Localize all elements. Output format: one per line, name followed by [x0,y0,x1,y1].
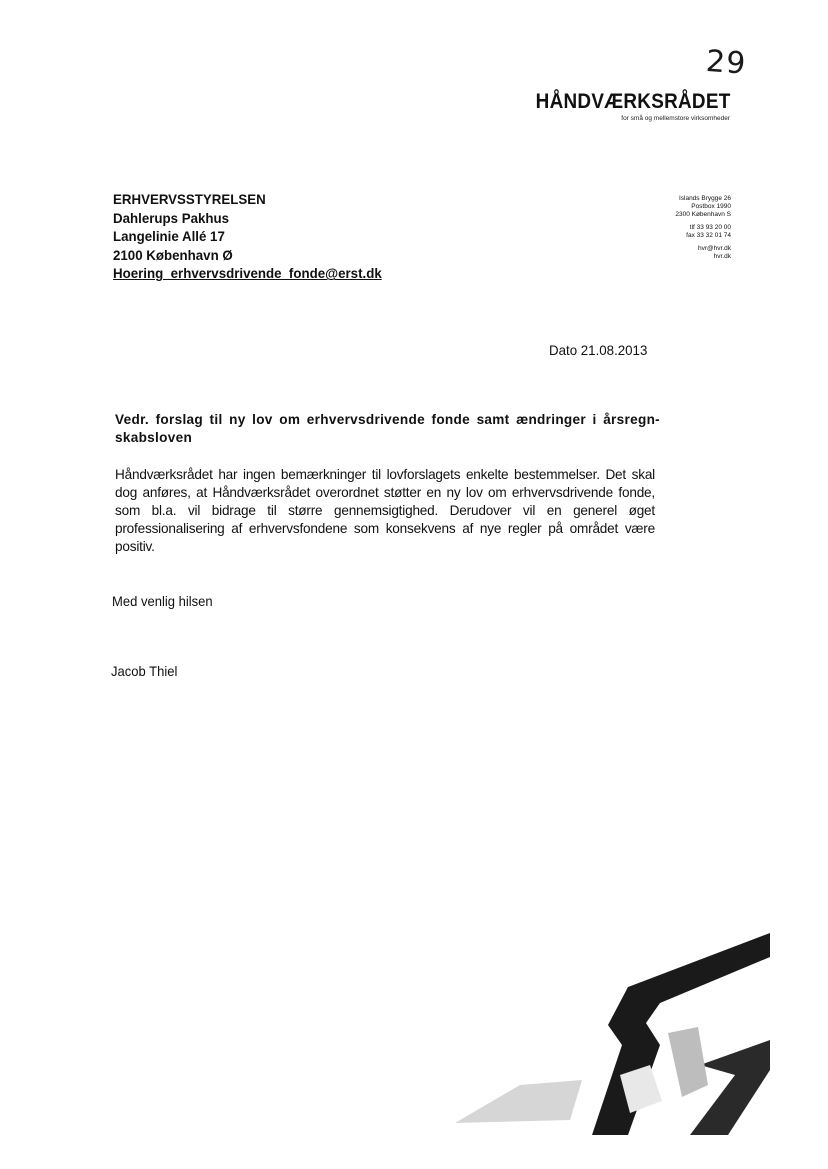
date-line: Dato 21.08.2013 [549,342,648,358]
body-paragraph: Håndværksrådet har ingen bemærkninger til lovforslagets enkelte bestemmelser. Det skal dog anføres, at Håndværksrådet overordnet støtter en ny lov om erhvervsdrivende fonde, som bl.a. vil bidrage til større gennemsigtighed. Derudover vil en generel øget professionalisering af erhvervsfondene som konsekvens af nye regler på området være positiv. [115,467,655,554]
sender-postbox: Postbox 1990 [691,203,731,210]
handwritten-page-number: 29 [704,43,748,82]
sender-city: 2300 København S [675,211,731,218]
logo-tagline: for små og mellemstore virksomheder [621,115,730,122]
recipient-line: ERHVERVSSTYRELSEN [113,191,266,207]
sender-fax: fax 33 32 01 74 [686,232,731,239]
recipient-line: Langelinie Allé 17 [113,228,225,245]
logo-name: HÅNDVÆRKSRÅDET [536,90,731,113]
recipient-address [113,190,396,283]
decorative-logo-graphic [450,925,780,1135]
sender-street: Islands Brygge 26 [678,195,731,202]
recipient-email-link[interactable]: Hoering_erhvervsdrivende_fonde@erst.dk [113,265,382,282]
sender-phone: tlf 33 93 20 00 [689,224,731,231]
recipient-line: Dahlerups Pakhus [113,209,230,226]
sender-address [675,195,731,261]
subject-heading: Vedr. forslag til ny lov om erhvervsdrivende fonde samt ændringer i årsregn-skabsloven [115,412,660,445]
recipient-line: 2100 København Ø [113,246,233,263]
sender-website-link[interactable]: hvr.dk [713,253,731,260]
signer-name: Jacob Thiel [111,663,178,679]
decor-gray-block [668,1027,708,1097]
sender-email-link[interactable]: hvr@hvr.dk [698,245,731,252]
closing-salutation: Med venlig hilsen [112,593,213,609]
decor-light-wedge [455,1080,582,1123]
